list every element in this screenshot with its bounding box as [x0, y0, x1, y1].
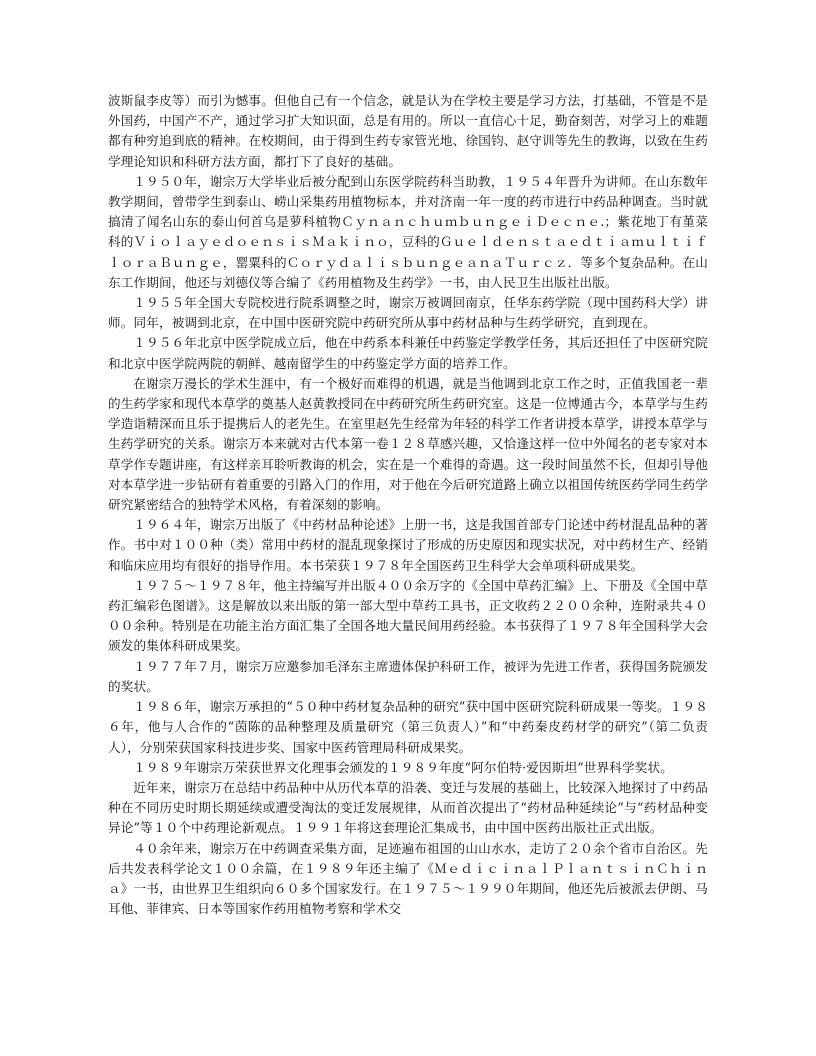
paragraph-6: １９６４年，谢宗万出版了《中药材品种论述》上册一书，这是我国首部专门论述中药材混乱品种的著作。书中对１００种（类）常用中药材的混乱现象探讨了形成的历史原因和现实状况，对中药材生产、经销和临床应用均有很好的指导作用。本书荣获１９７８年全国医药卫生科学大会单项科研成果奖。	[108, 517, 708, 573]
paragraph-12: ４０余年来，谢宗万在中药调查采集方面，足迹遍布祖国的山山水水，走访了２０余个省市自治区。先后共发表科学论文１００余篇，在１９８９年还主编了《ＭｅｄｉｃｉｎａｌＰｌａｎｔｓｉｎＣｈｉｎａ》一书，由世界卫生组织向６０多个国家发行。在１９７５～１９９０年期间，他还先后被派去伊朗、马耳他、菲律宾、日本等国家作药用植物考察和学术交	[108, 840, 708, 917]
paragraph-11: 近年来，谢宗万在总结中药品种中从历代本草的沿袭、变迁与发展的基础上，比较深入地探讨了中药品种在不同历史时期长期延续或遭受淘汰的变迁发展规律，从而首次提出了“药材品种延续论”与“药材品种变异论”等１０个中药理论新观点。１９９１年将这套理论汇集成书，由中国中医药出版社正式出版。	[108, 779, 708, 836]
paragraph-9: １９８６年，谢宗万承担的“５０种中药材复杂品种的研究”获中国中医研究院科研成果一等奖。１９８６年，他与人合作的“茵陈的品种整理及质量研究（第三负责人）”和“中药秦皮药材学的研究”（第二负责人），分别荣获国家科技进步奖、国家中医药管理局科研成果奖。	[108, 699, 708, 755]
paragraph-5: 在谢宗万漫长的学术生涯中，有一个极好而难得的机遇，就是当他调到北京工作之时，正值我国老一辈的生药学家和现代本草学的奠基人赵黄教授同在中药研究所生药研究室。这是一位博通古今，本草学与生药学造诣精深而且乐于提携后人的老先生。在室里赵先生经常为年轻的科学工作者讲授本草学，讲授本草学与生药学研究的关系。谢宗万本来就对古代本第一卷１２８草感兴趣，又恰逢这样一位中外闻名的老专家对本草学作专题讲座，有这样亲耳聆听教诲的机会，实在是一个难得的奇遇。这一段时间虽然不长，但却引导他对本草学进一步钻研有着重要的引路入门的作用，对于他在今后研究道路上确立以祖国传统医药学同生药学研究紧密结合的独特学术风格，有着深刻的影响。	[108, 375, 708, 513]
paragraph-10: １９８９年谢宗万荣获世界文化理事会颁发的１９８９年度“阿尔伯特·爱因斯坦”世界科学奖状。	[133, 759, 674, 775]
paragraph-1: 波斯鼠李皮等）而引为憾事。但他自己有一个信念，就是认为在学校主要是学习方法，打基础，不管是不是外国药，中国产不产，通过学习扩大知识面，总是有用的。所以一直信心十足，勤奋刻苦，对学习上的难题都有种穷追到底的精神。在校期间，由于得到生药专家管光地、徐国钧、赵守训等先生的教诲，以致在生药学理论知识和科研方法方面，都打下了良好的基础。	[108, 93, 708, 169]
paragraph-3: １９５５年全国大专院校进行院系调整之时，谢宗万被调回南京，任华东药学院（现中国药科大学）讲师。同年，被调到北京，在中国中医研究院中药研究所从事中药材品种与生药学研究，直到现在。	[108, 295, 708, 331]
paragraph-8: １９７７年７月，谢宗万应邀参加毛泽东主席遗体保护科研工作，被评为先进工作者，获得国务院颁发的奖状。	[108, 658, 708, 694]
paragraph-7: １９７５～１９７８年，他主持编写并出版４００余万字的《全国中草药汇编》上、下册及《全国中草药汇编彩色图谱》。这是解放以来出版的第一部大型中草药工具书，正文收药２２００余种，连附录共４０００余种。特别是在功能主治方面汇集了全国各地大量民间用药经验。本书获得了１９７８年全国科学大会颁发的集体科研成果奖。	[108, 577, 708, 654]
paragraph-2: １９５０年，谢宗万大学毕业后被分配到山东医学院药科当助教，１９５４年晋升为讲师。在山东数年教学期间，曾带学生到泰山、崂山采集药用植物标本，并对济南一年一度的药市进行中药品种调查。当时就搞清了闻名山东的泰山何首乌是萝科植物ＣｙｎａｎｃｈｕｍｂｕｎｇｅｉＤｅｃｎｅ.；紫花地丁有堇菜科的ＶｉｏｌａｙｅｄｏｅｎｓｉｓＭａｋｉｎｏ，豆科的ＧｕｅｌｄｅｎｓｔａｅｄｔｉａｍｕｌｔｉｆｌｏｒａＢｕｎｇｅ，罂粟科的ＣｏｒｙｄａｌｉｓｂｕｎｇｅａｎａＴｕｒｃｚ．等多个复杂品种。在山东工作期间，他还与刘德仪等合编了《药用植物及生药学》一书，由人民卫生出版社出版。	[108, 173, 708, 290]
paragraph-4: １９５６年北京中医学院成立后，他在中药系本科兼任中药鉴定学教学任务，其后还担任了中医研究院和北京中医学院两院的朝鲜、越南留学生的中药鉴定学方面的培养工作。	[108, 335, 708, 371]
